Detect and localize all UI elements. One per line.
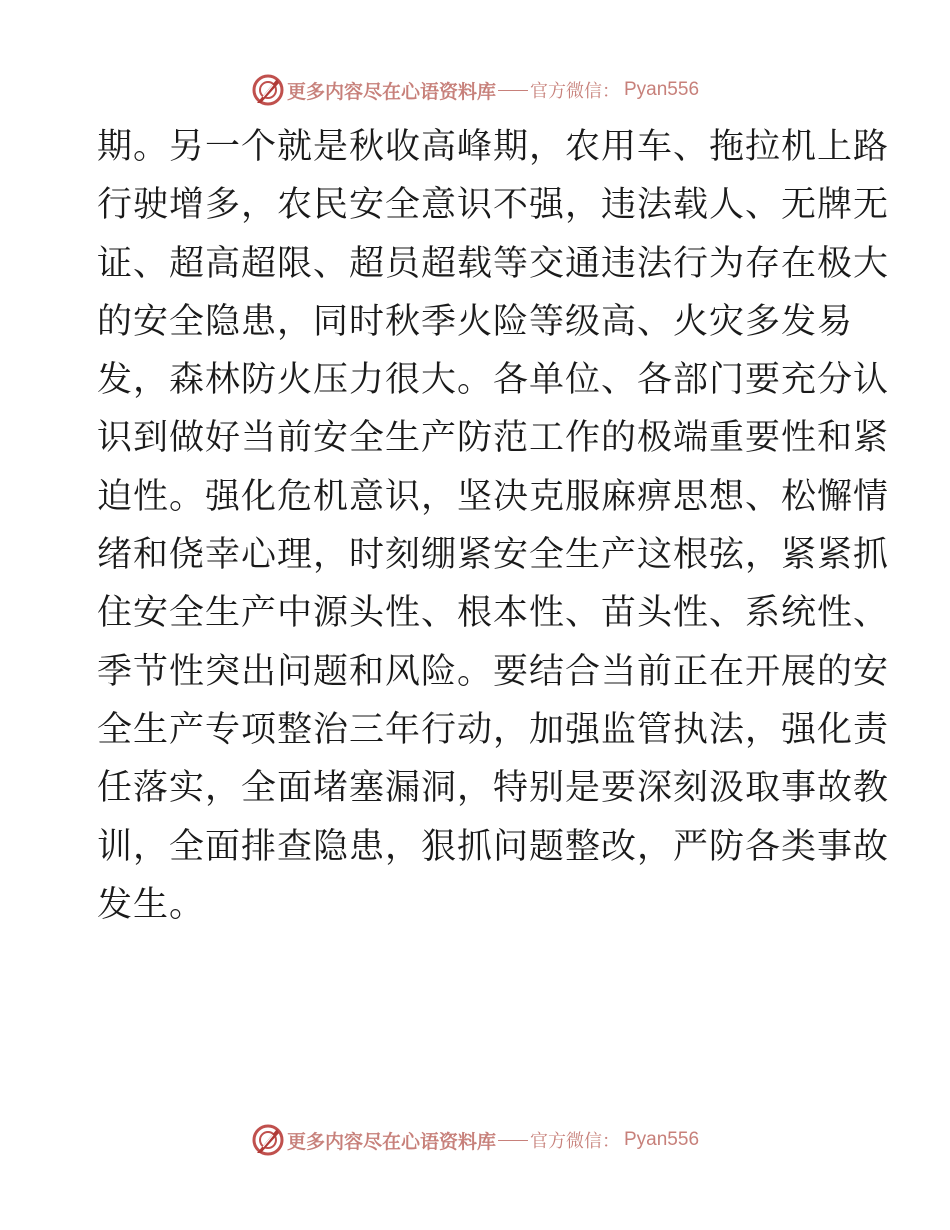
quill-logo-icon bbox=[251, 73, 285, 107]
body-line: 行驶增多，农民安全意识不强，违法载人、无牌无 bbox=[97, 185, 890, 226]
body-line: 的安全隐患，同时秋季火险等级高、火灾多发易 bbox=[97, 301, 854, 342]
watermark-label: 官方微信： bbox=[530, 1131, 620, 1152]
body-line: 识到做好当前安全生产防范工作的极端重要性和紧 bbox=[97, 418, 890, 459]
body-line: 期。另一个就是秋收高峰期，农用车、拖拉机上路 bbox=[97, 127, 890, 167]
body-line: 住安全生产中源头性、根本性、苗头性、系统性、 bbox=[97, 593, 890, 634]
body-line: 季节性突出问题和风险。要结合当前正在开展的安 bbox=[97, 651, 890, 692]
body-line: 全生产专项整治三年行动，加强监管执法，强化责 bbox=[97, 709, 890, 750]
watermark-handle: Pyan556 bbox=[624, 79, 700, 100]
body-line: 发生。 bbox=[97, 884, 206, 925]
body-line: 迫性。强化危机意识，坚决克服麻痹思想、松懈情 bbox=[97, 476, 890, 517]
document-body bbox=[97, 123, 890, 939]
body-line: 绪和侥幸心理，时刻绷紧安全生产这根弦，紧紧抓 bbox=[97, 535, 890, 576]
watermark-dash bbox=[498, 1140, 528, 1141]
body-line: 发，森林防火压力很大。各单位、各部门要充分认 bbox=[97, 360, 890, 401]
watermark-dash bbox=[498, 90, 528, 91]
body-line: 任落实，全面堵塞漏洞，特别是要深刻汲取事故教 bbox=[97, 768, 890, 809]
body-line: 训，全面排查隐患，狠抓问题整改，严防各类事故 bbox=[97, 826, 890, 867]
watermark-handle: Pyan556 bbox=[624, 1129, 700, 1150]
quill-logo-icon bbox=[251, 1123, 285, 1157]
header-watermark bbox=[0, 70, 950, 110]
watermark-site-text: 更多内容尽在心语资料库 bbox=[286, 1130, 496, 1153]
body-line: 证、超高超限、超员超载等交通违法行为存在极大 bbox=[97, 243, 890, 284]
watermark-label: 官方微信： bbox=[530, 81, 620, 102]
watermark-site-text: 更多内容尽在心语资料库 bbox=[286, 80, 496, 103]
footer-watermark bbox=[0, 1120, 950, 1160]
